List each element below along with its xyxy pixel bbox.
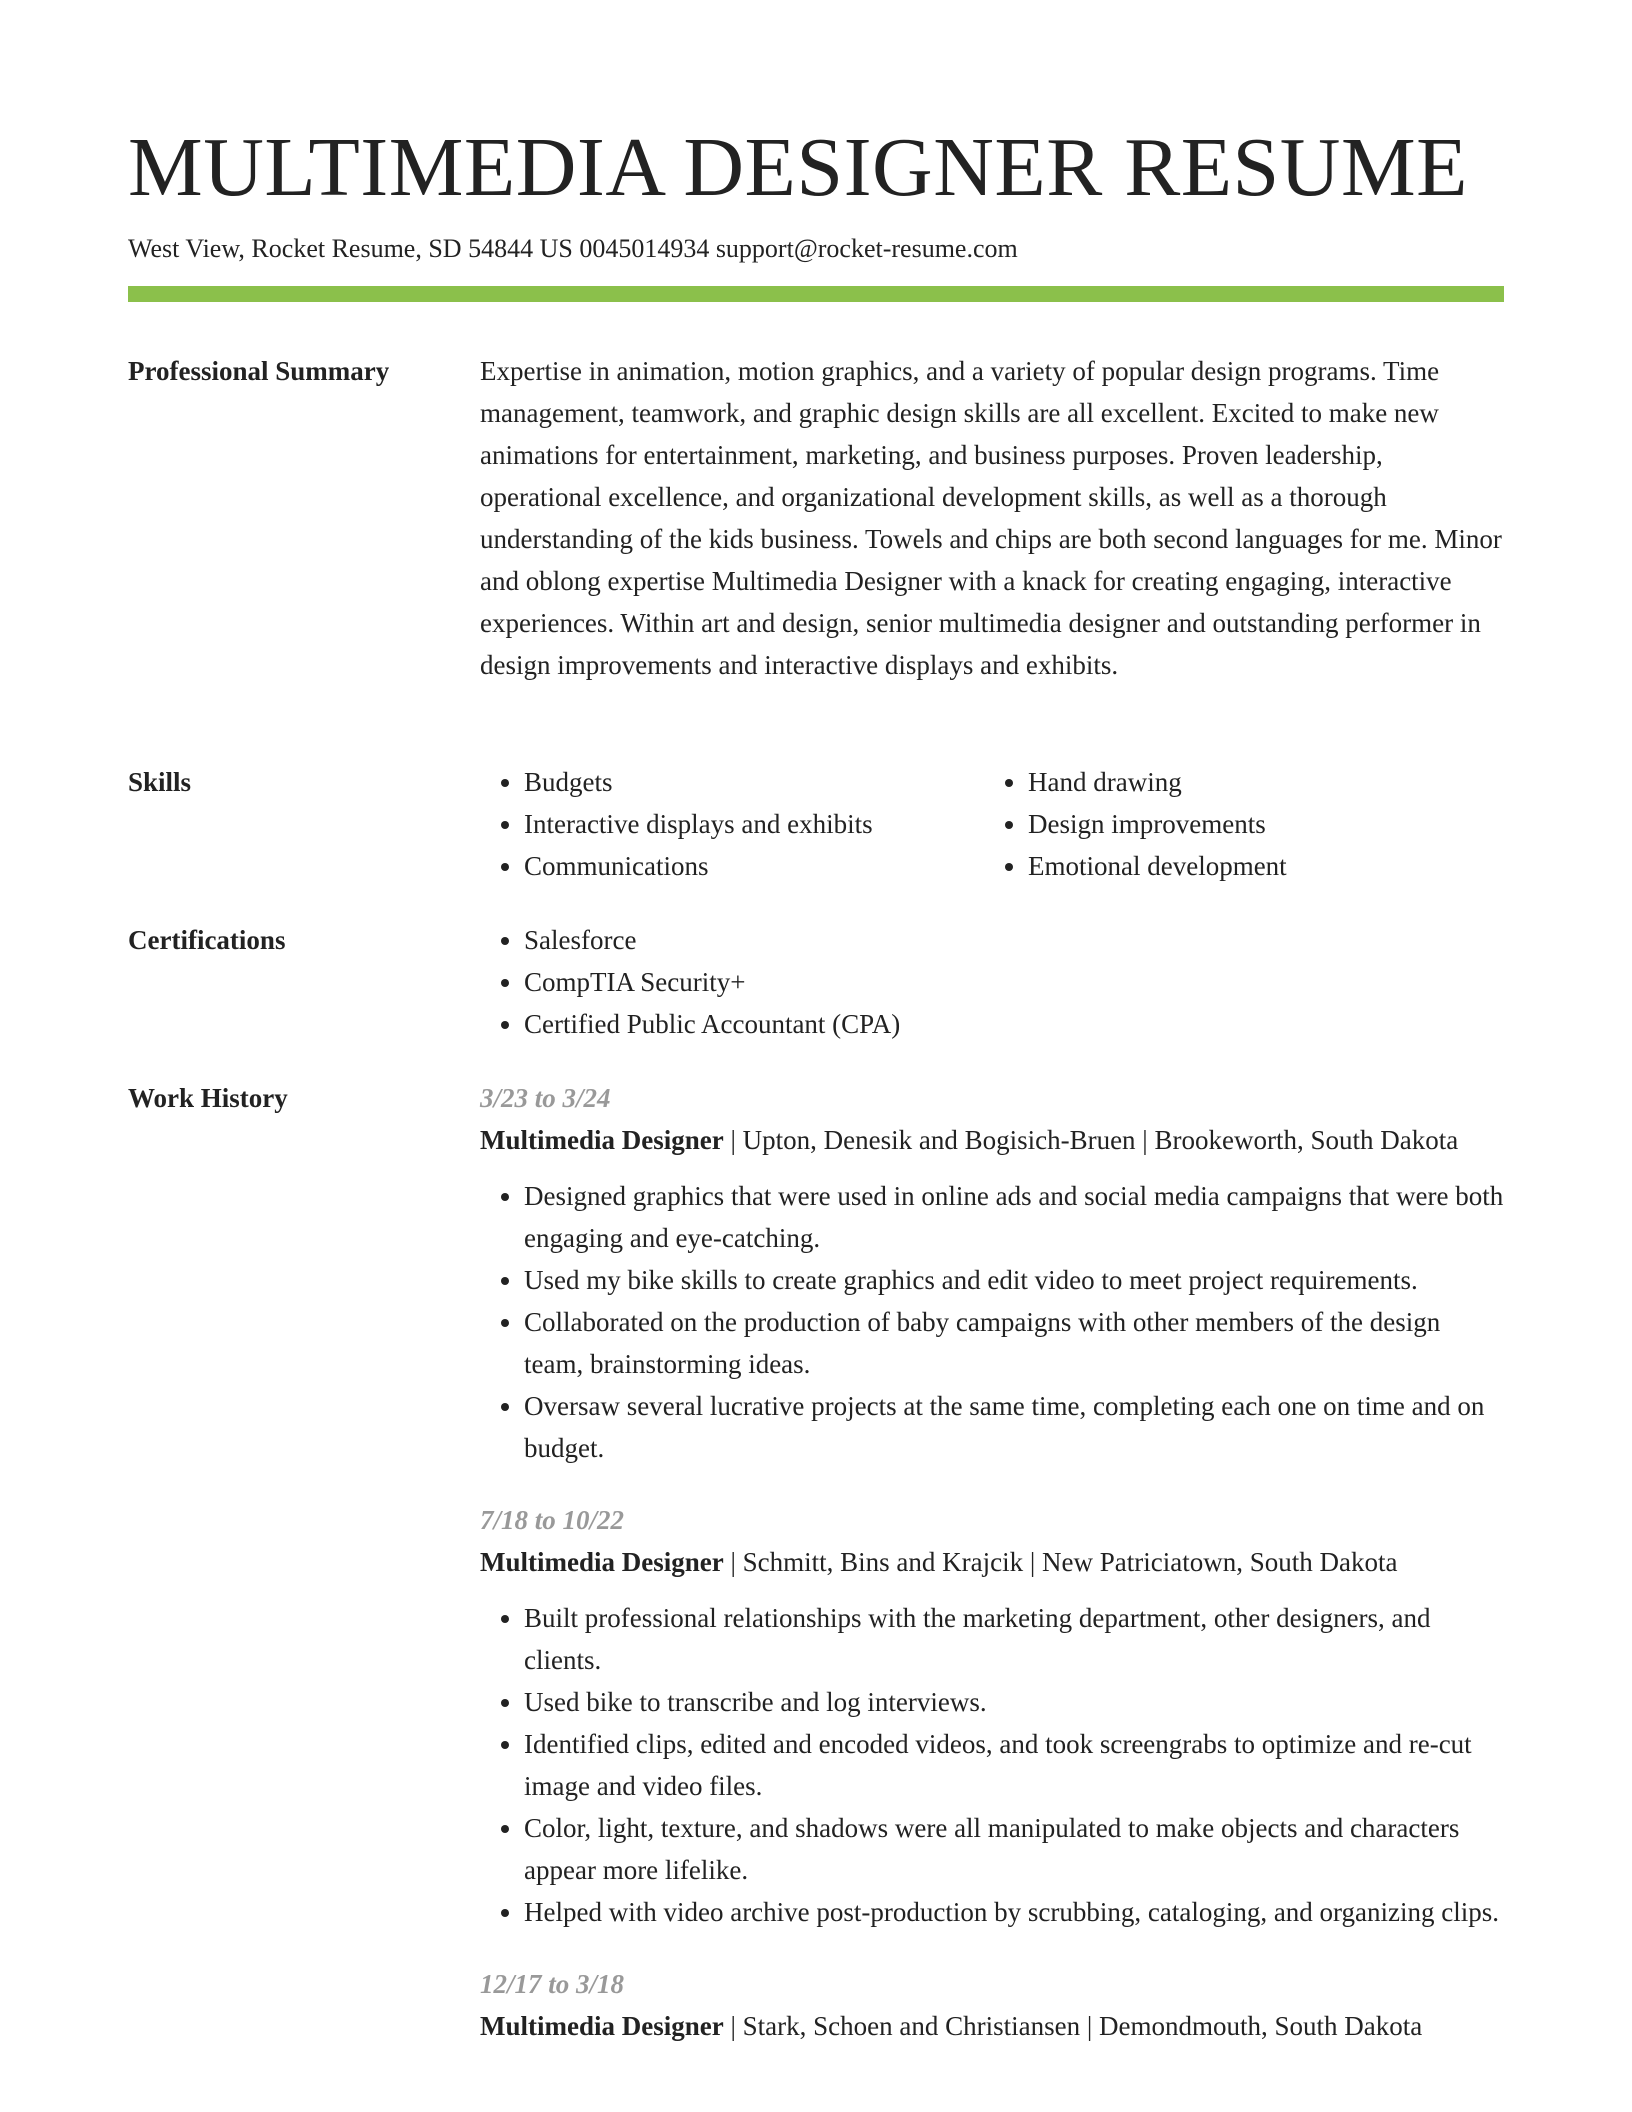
job-entry	[480, 1499, 1504, 1933]
job-details: | Stark, Schoen and Christiansen | Demondmouth, South Dakota	[723, 2011, 1423, 2041]
section-label: Skills	[128, 767, 192, 797]
job-title: Multimedia Designer	[480, 1547, 724, 1577]
skills-column-2	[984, 761, 1548, 887]
section-label: Work History	[128, 1083, 288, 1113]
section-label: Professional Summary	[128, 356, 390, 386]
section-content	[480, 1077, 1504, 2077]
job-bullets	[480, 1175, 1504, 1469]
skill-item: • Budgets	[524, 761, 1024, 803]
job-title: Multimedia Designer	[480, 1125, 724, 1155]
job-dates: 7/18 to 10/22	[480, 1505, 625, 1535]
job-bullet: • Used my bike skills to create graphics and edit video to meet project requirements.	[524, 1259, 1504, 1301]
skills-columns	[480, 761, 1504, 887]
job-entry	[480, 1077, 1504, 1469]
section-content	[480, 761, 1504, 887]
job-bullet: • Designed graphics that were used in online ads and social media campaigns that were both engaging and eye-catching.	[524, 1175, 1504, 1259]
section-content	[480, 350, 1504, 686]
job-heading	[480, 1541, 1504, 1583]
job-bullets	[480, 1597, 1504, 1933]
certification-item: • Salesforce	[524, 919, 1504, 961]
job-details: | Schmitt, Bins and Krajcik | New Patriciatown, South Dakota	[723, 1547, 1398, 1577]
contact-line: West View, Rocket Resume, SD 54844 US 0045014934 support@rocket-resume.com	[128, 234, 1018, 263]
skill-item: • Interactive displays and exhibits	[524, 803, 1024, 845]
skill-item: • Emotional development	[1028, 845, 1548, 887]
job-bullet: • Color, light, texture, and shadows were all manipulated to make objects and characters appear more lifelike.	[524, 1807, 1504, 1891]
job-details: | Upton, Denesik and Bogisich-Bruen | Brookeworth, South Dakota	[723, 1125, 1459, 1155]
job-bullet: • Used bike to transcribe and log interviews.	[524, 1681, 1504, 1723]
resume-title: MULTIMEDIA DESIGNER RESUME	[128, 121, 1468, 214]
section-content	[480, 919, 1504, 1045]
job-bullet: • Helped with video archive post-production by scrubbing, cataloging, and organizing clips.	[524, 1891, 1504, 1933]
accent-divider	[128, 286, 1504, 302]
job-bullet: • Identified clips, edited and encoded videos, and took screengrabs to optimize and re-cut image and video files.	[524, 1723, 1504, 1807]
job-heading	[480, 2005, 1504, 2047]
job-bullet: • Oversaw several lucrative projects at the same time, completing each one on time and on budget.	[524, 1385, 1504, 1469]
skills-column-1	[480, 761, 1024, 887]
skill-item: • Design improvements	[1028, 803, 1548, 845]
skill-item: • Communications	[524, 845, 1024, 887]
section-label: Certifications	[128, 925, 286, 955]
job-title: Multimedia Designer	[480, 2011, 724, 2041]
job-bullet: • Built professional relationships with the marketing department, other designers, and clients.	[524, 1597, 1504, 1681]
job-dates: 3/23 to 3/24	[480, 1083, 611, 1113]
certification-item: • CompTIA Security+	[524, 961, 1504, 1003]
summary-text: Expertise in animation, motion graphics, and a variety of popular design programs. Time management, teamwork, and graphic design skills are all excellent. Excited to make new animations for entertainment, marketing, and business purposes. Proven leadership, operational excellence, and organizational development skills, as well as a thorough understanding of the kids business. Towels and chips are both second languages for me. Minor and oblong expertise Multimedia Designer with a knack for creating engaging, interactive experiences. Within art and design, senior multimedia designer and outstanding performer in design improvements and interactive displays and exhibits.	[480, 356, 1502, 680]
certifications-list	[480, 919, 1504, 1045]
job-heading	[480, 1119, 1504, 1161]
certification-item: • Certified Public Accountant (CPA)	[524, 1003, 1504, 1045]
skill-item: • Hand drawing	[1028, 761, 1548, 803]
job-dates: 12/17 to 3/18	[480, 1969, 625, 1999]
job-bullet: • Collaborated on the production of baby campaigns with other members of the design team, brainstorming ideas.	[524, 1301, 1504, 1385]
job-entry	[480, 1963, 1504, 2047]
